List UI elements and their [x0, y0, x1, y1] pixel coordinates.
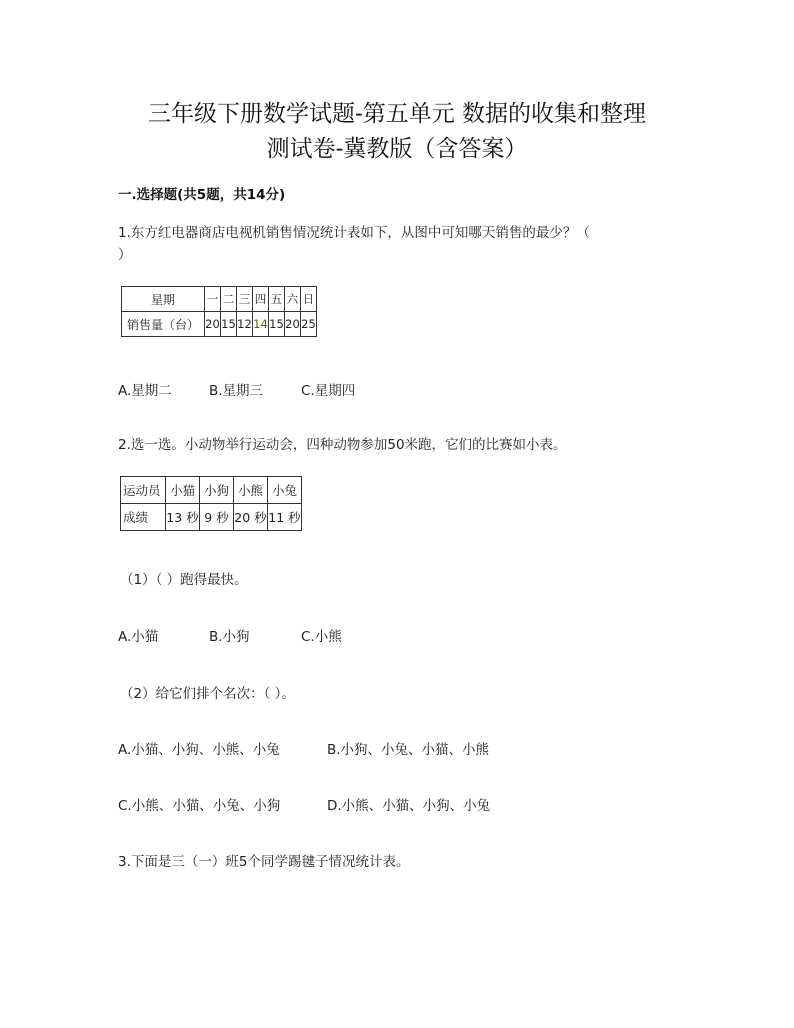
q2-sub2-option-b: B.小狗、小兔、小猫、小熊 — [327, 742, 490, 758]
q2-sub1-option-c: C.小熊 — [301, 629, 342, 645]
table-row-header: 成绩 — [121, 504, 166, 531]
q1-option-c: C.星期四 — [301, 383, 356, 399]
table-cell: 20 — [285, 312, 301, 337]
table-row — [121, 504, 302, 531]
section-heading: 一.选择题(共5题，共14分) — [118, 187, 286, 203]
table-row-header: 星期 — [122, 287, 205, 312]
table-cell: 小狗 — [200, 477, 234, 504]
table-cell: 15 — [221, 312, 237, 337]
table-cell: 日 — [301, 287, 317, 312]
q2-sub2-option-d: D.小熊、小猫、小狗、小兔 — [327, 798, 491, 814]
table-cell: 三 — [237, 287, 253, 312]
table-row-header: 运动员 — [121, 477, 166, 504]
document-title-line2: 测试卷-冀教版（含答案） — [266, 136, 528, 162]
q1-option-b: B.星期三 — [209, 383, 264, 399]
question-2-sub2-text: （2）给它们排个名次：（ ）。 — [120, 686, 295, 702]
table-row — [122, 312, 317, 337]
table-cell: 9 秒 — [200, 504, 234, 531]
document-title-line1: 三年级下册数学试题-第五单元 数据的收集和整理 — [147, 101, 647, 127]
table-row-header: 销售量（台） — [122, 312, 205, 337]
table-cell: 六 — [285, 287, 301, 312]
table-cell: 二 — [221, 287, 237, 312]
question-3-text: 3.下面是三（一）班5个同学踢毽子情况统计表。 — [118, 854, 410, 870]
table-cell: 小兔 — [268, 477, 302, 504]
q1-option-a: A.星期二 — [118, 383, 172, 399]
table-cell: 14 — [253, 312, 269, 337]
table-cell: 11 秒 — [268, 504, 302, 531]
q2-sub1-option-b: B.小狗 — [209, 629, 250, 645]
table-cell: 12 — [237, 312, 253, 337]
table-cell: 小猫 — [166, 477, 200, 504]
table-cell: 20 — [205, 312, 221, 337]
table-cell: 20 秒 — [234, 504, 268, 531]
table-cell: 五 — [269, 287, 285, 312]
question-2-text: 2.选一选。小动物举行运动会，四种动物参加50米跑，它们的比赛如小表。 — [118, 437, 567, 453]
table-cell: 13 秒 — [166, 504, 200, 531]
q2-sub2-option-a: A.小猫、小狗、小熊、小兔 — [118, 742, 280, 758]
race-results-table — [120, 476, 302, 531]
question-1-text-line2: ） — [118, 247, 132, 263]
table-row — [121, 477, 302, 504]
q2-sub1-option-a: A.小猫 — [118, 629, 159, 645]
sales-table — [121, 286, 317, 337]
table-cell: 小熊 — [234, 477, 268, 504]
question-1-text-line1: 1.东方红电器商店电视机销售情况统计表如下，从图中可知哪天销售的最少？（ — [118, 225, 590, 241]
table-cell: 一 — [205, 287, 221, 312]
table-cell: 15 — [269, 312, 285, 337]
q2-sub2-option-c: C.小熊、小猫、小兔、小狗 — [118, 798, 281, 814]
table-cell: 25 — [301, 312, 317, 337]
question-2-sub1-text: （1）（ ）跑得最快。 — [120, 572, 248, 588]
table-cell: 四 — [253, 287, 269, 312]
table-row — [122, 287, 317, 312]
